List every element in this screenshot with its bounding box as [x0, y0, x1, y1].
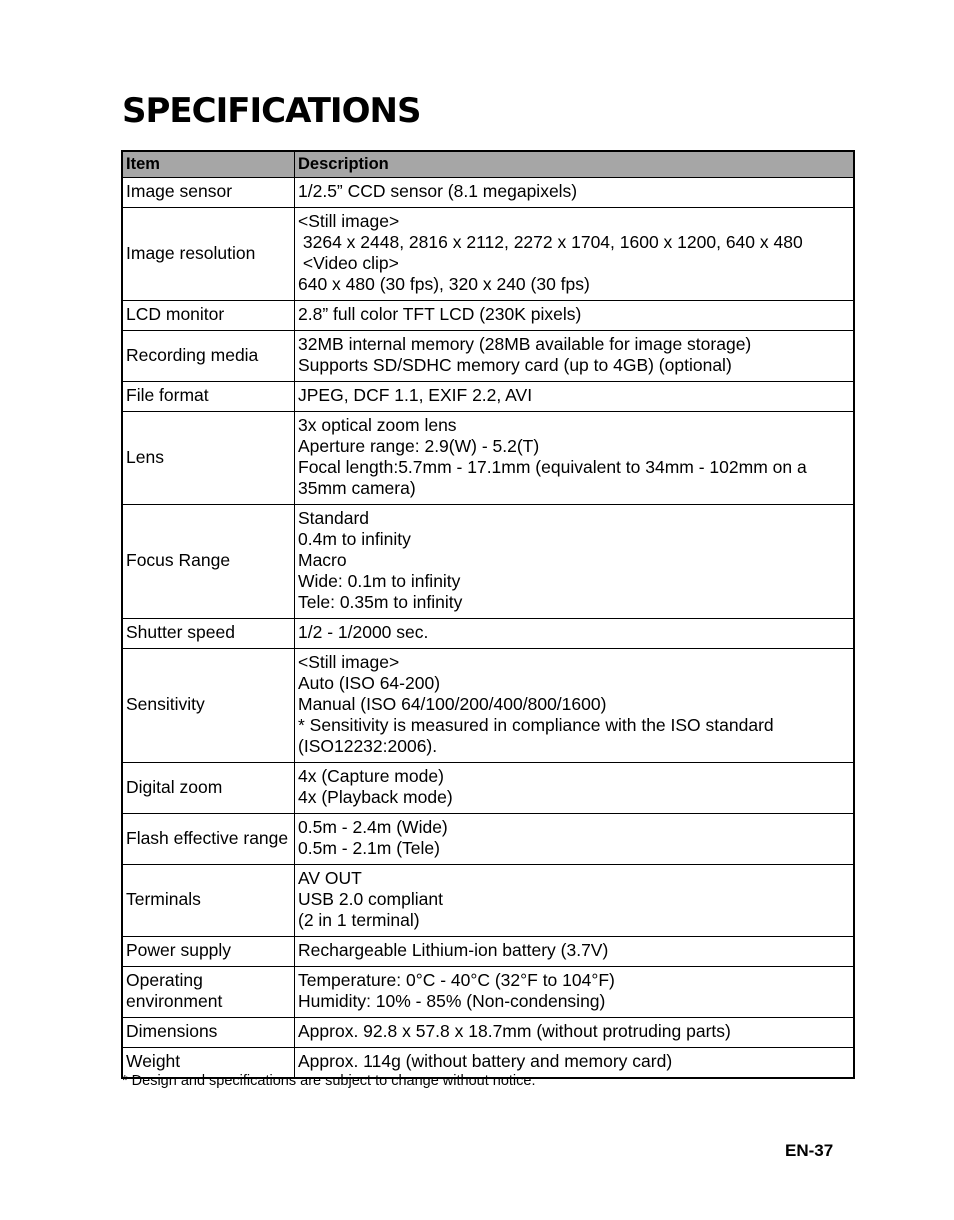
- spec-description: [295, 505, 855, 619]
- spec-item-label: Operating environment: [122, 967, 295, 1018]
- description-line: Rechargeable Lithium-ion battery (3.7V): [298, 940, 609, 960]
- table-row: [122, 619, 854, 649]
- table-row: [122, 967, 854, 1018]
- description-line: 2.8” full color TFT LCD (230K pixels): [298, 304, 582, 324]
- description-line: <Still image>: [298, 211, 400, 231]
- description-line: 0.4m to infinity: [298, 529, 411, 549]
- table-header-row: [122, 151, 854, 178]
- description-line: Manual (ISO 64/100/200/400/800/1600): [298, 694, 607, 714]
- description-line: Wide: 0.1m to infinity: [298, 571, 461, 591]
- description-line: Auto (ISO 64-200): [298, 673, 441, 693]
- spec-description: [295, 412, 855, 505]
- description-line: 4x (Playback mode): [298, 787, 453, 807]
- table-row: [122, 865, 854, 937]
- description-line: Supports SD/SDHC memory card (up to 4GB) (optional): [298, 355, 732, 375]
- description-line: JPEG, DCF 1.1, EXIF 2.2, AVI: [298, 385, 533, 405]
- spec-item-label: Lens: [122, 412, 295, 505]
- spec-item-label: Recording media: [122, 331, 295, 382]
- spec-item-label: Weight: [122, 1048, 295, 1079]
- description-line: <Still image>: [298, 652, 400, 672]
- table-body: [122, 178, 854, 1079]
- description-line: Standard: [298, 508, 370, 528]
- description-line: 0.5m - 2.4m (Wide): [298, 817, 448, 837]
- table-row: [122, 1018, 854, 1048]
- spec-item-label: Power supply: [122, 937, 295, 967]
- description-line: 3264 x 2448, 2816 x 2112, 2272 x 1704, 1600 x 1200, 640 x 480: [298, 232, 803, 252]
- description-line: (2 in 1 terminal): [298, 910, 420, 930]
- description-line: Approx. 92.8 x 57.8 x 18.7mm (without protruding parts): [298, 1021, 731, 1041]
- table-row: [122, 763, 854, 814]
- table-row: [122, 937, 854, 967]
- page-title: SPECIFICATIONS: [122, 91, 421, 131]
- spec-description: [295, 763, 855, 814]
- table-row: [122, 412, 854, 505]
- description-line: Focal length:5.7mm - 17.1mm (equivalent to 34mm - 102mm on a 35mm camera): [298, 457, 812, 498]
- spec-item-label: Dimensions: [122, 1018, 295, 1048]
- spec-item-label: Flash effective range: [122, 814, 295, 865]
- description-line: 3x optical zoom lens: [298, 415, 457, 435]
- header-description: Description: [295, 151, 855, 178]
- table-row: [122, 301, 854, 331]
- spec-item-label: Image sensor: [122, 178, 295, 208]
- spec-item-label: Image resolution: [122, 208, 295, 301]
- table-row: [122, 208, 854, 301]
- spec-description: [295, 208, 855, 301]
- spec-description: [295, 619, 855, 649]
- table-row: [122, 382, 854, 412]
- spec-description: [295, 178, 855, 208]
- spec-description: [295, 649, 855, 763]
- spec-item-label: Digital zoom: [122, 763, 295, 814]
- spec-description: [295, 937, 855, 967]
- table-row: [122, 814, 854, 865]
- footnote: * Design and specifications are subject to change without notice.: [122, 1073, 536, 1089]
- description-line: Macro: [298, 550, 347, 570]
- spec-description: [295, 967, 855, 1018]
- spec-description: [295, 331, 855, 382]
- header-item: Item: [122, 151, 295, 178]
- table-row: [122, 178, 854, 208]
- spec-item-label: Sensitivity: [122, 649, 295, 763]
- description-line: 0.5m - 2.1m (Tele): [298, 838, 440, 858]
- description-line: <Video clip>: [298, 253, 399, 273]
- table-row: [122, 505, 854, 619]
- spec-item-label: File format: [122, 382, 295, 412]
- description-line: 640 x 480 (30 fps), 320 x 240 (30 fps): [298, 274, 590, 294]
- table-row: [122, 649, 854, 763]
- spec-item-label: Focus Range: [122, 505, 295, 619]
- description-line: 1/2.5” CCD sensor (8.1 megapixels): [298, 181, 578, 201]
- description-line: USB 2.0 compliant: [298, 889, 443, 909]
- description-line: 1/2 - 1/2000 sec.: [298, 622, 429, 642]
- description-line: 4x (Capture mode): [298, 766, 444, 786]
- description-line: * Sensitivity is measured in compliance with the ISO standard (ISO12232:2006).: [298, 715, 779, 756]
- spec-item-label: Shutter speed: [122, 619, 295, 649]
- table-row: [122, 331, 854, 382]
- spec-item-label: Terminals: [122, 865, 295, 937]
- description-line: Tele: 0.35m to infinity: [298, 592, 463, 612]
- description-line: 32MB internal memory (28MB available for image storage): [298, 334, 752, 354]
- description-line: Humidity: 10% - 85% (Non-condensing): [298, 991, 606, 1011]
- spec-description: [295, 865, 855, 937]
- description-line: AV OUT: [298, 868, 362, 888]
- spec-description: [295, 301, 855, 331]
- spec-description: [295, 1018, 855, 1048]
- spec-description: [295, 382, 855, 412]
- description-line: Approx. 114g (without battery and memory card): [298, 1051, 673, 1071]
- page-number: EN-37: [785, 1141, 834, 1160]
- spec-item-label: LCD monitor: [122, 301, 295, 331]
- specifications-table: [121, 150, 855, 1079]
- description-line: Aperture range: 2.9(W) - 5.2(T): [298, 436, 540, 456]
- spec-description: [295, 814, 855, 865]
- description-line: Temperature: 0°C - 40°C (32°F to 104°F): [298, 970, 615, 990]
